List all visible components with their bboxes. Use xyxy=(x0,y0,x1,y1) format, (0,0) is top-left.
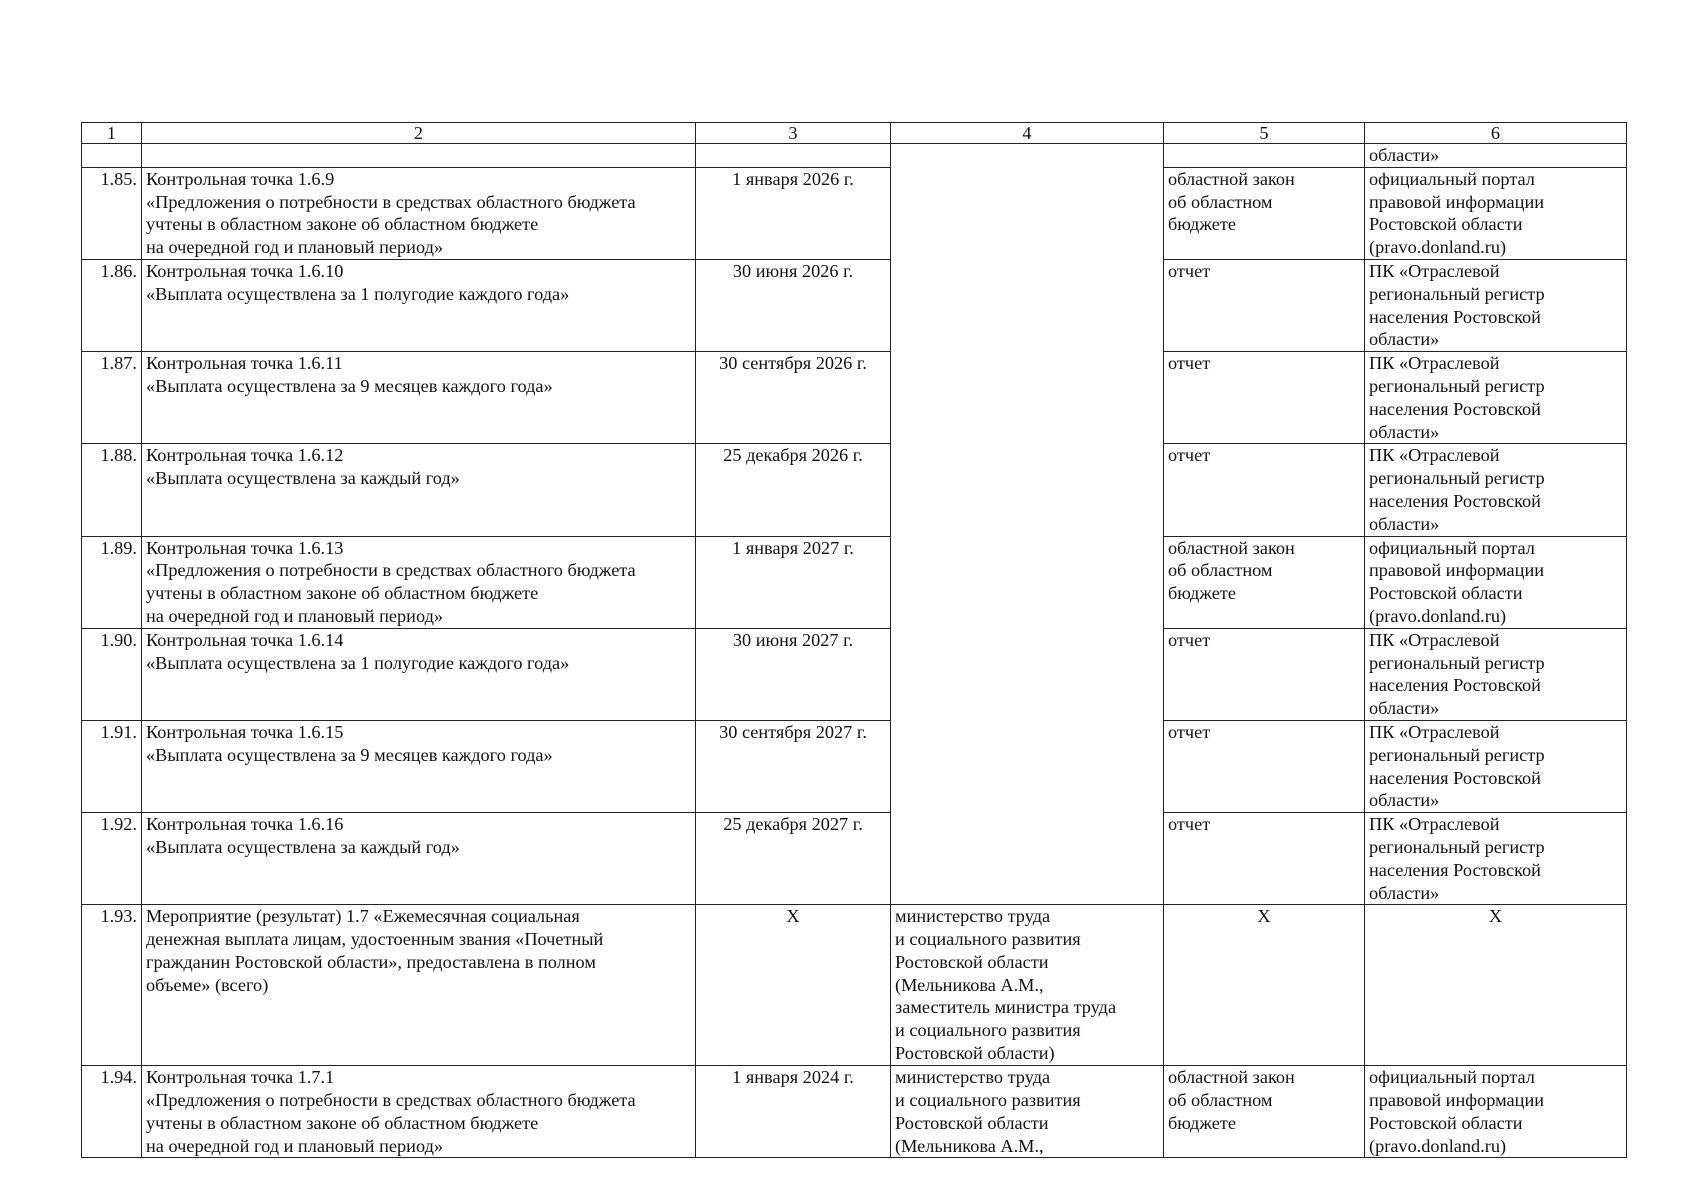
row-document xyxy=(1164,628,1365,720)
source-line: области» xyxy=(1369,882,1440,903)
source-line: населения Ростовской xyxy=(1369,490,1541,511)
source-line: населения Ростовской xyxy=(1369,306,1541,327)
row-document xyxy=(1164,167,1365,259)
source-line: правовой информации xyxy=(1369,191,1545,212)
table-row xyxy=(82,167,1627,259)
document-line: отчет xyxy=(1168,814,1211,835)
row-responsible xyxy=(891,905,1164,1066)
responsible-line: и социального развития xyxy=(895,1090,1081,1111)
document-line: Х xyxy=(1257,906,1271,927)
source-line: (pravo.donland.ru) xyxy=(1369,605,1507,626)
row-source xyxy=(1365,720,1627,812)
responsible-line: заместитель министра труда xyxy=(895,997,1117,1018)
row-description xyxy=(142,720,696,812)
header-col-4: 4 xyxy=(891,123,1164,144)
table-row xyxy=(82,259,1627,351)
description-line: Контрольная точка 1.6.10 xyxy=(146,260,344,281)
responsible-line: министерство труда xyxy=(895,1067,1051,1088)
row-number: 1.87. xyxy=(82,352,142,444)
row-source xyxy=(1365,352,1627,444)
row-source xyxy=(1365,444,1627,536)
source-line: Ростовской области xyxy=(1369,214,1523,235)
row-description xyxy=(142,813,696,905)
table-row xyxy=(82,352,1627,444)
row-source xyxy=(1365,167,1627,259)
source-line: официальный портал xyxy=(1369,537,1535,558)
source-line: области» xyxy=(1369,145,1440,165)
source-line: ПК «Отраслевой xyxy=(1369,353,1500,374)
row-source xyxy=(1365,1066,1627,1158)
header-col-5: 5 xyxy=(1164,123,1365,144)
row-number xyxy=(82,144,142,168)
row-source xyxy=(1365,536,1627,628)
description-line: «Предложения о потребности в средствах областного бюджета xyxy=(146,560,636,581)
document-line: отчет xyxy=(1168,353,1211,374)
row-date: 25 декабря 2026 г. xyxy=(696,444,891,536)
description-line: учтены в областном законе об областном бюджете xyxy=(146,214,539,235)
row-source xyxy=(1365,144,1627,168)
table-row xyxy=(82,720,1627,812)
table-row xyxy=(82,1066,1627,1158)
row-description xyxy=(142,444,696,536)
responsible-merged-cell xyxy=(891,144,1164,905)
document-line: бюджете xyxy=(1168,1112,1236,1133)
document-line: отчет xyxy=(1168,445,1211,466)
row-number: 1.92. xyxy=(82,813,142,905)
responsible-line: министерство труда xyxy=(895,906,1051,927)
responsible-line: Ростовской области) xyxy=(895,1043,1055,1064)
description-line: гражданин Ростовской области», предоставлена в полном xyxy=(146,951,596,972)
description-line: «Выплата осуществлена за каждый год» xyxy=(146,468,460,489)
table-body xyxy=(82,144,1627,1158)
row-number: 1.94. xyxy=(82,1066,142,1158)
row-date: Х xyxy=(696,905,891,1066)
row-date: 30 июня 2026 г. xyxy=(696,259,891,351)
source-line: области» xyxy=(1369,421,1440,442)
description-line: «Выплата осуществлена за каждый год» xyxy=(146,836,460,857)
source-line: Ростовской области xyxy=(1369,1112,1523,1133)
responsible-line: Ростовской области xyxy=(895,1112,1049,1133)
header-col-3: 3 xyxy=(696,123,891,144)
description-line: «Выплата осуществлена за 1 полугодие каждого года» xyxy=(146,283,570,304)
document-line: об областном xyxy=(1168,191,1273,212)
row-description xyxy=(142,628,696,720)
table-row xyxy=(82,444,1627,536)
document-line: отчет xyxy=(1168,721,1211,742)
document-line: областной закон xyxy=(1168,537,1295,558)
row-number: 1.91. xyxy=(82,720,142,812)
description-line: учтены в областном законе об областном бюджете xyxy=(146,583,539,604)
source-line: населения Ростовской xyxy=(1369,398,1541,419)
row-document xyxy=(1164,259,1365,351)
responsible-line: (Мельникова А.М., xyxy=(895,1135,1044,1156)
source-line: региональный регистр xyxy=(1369,836,1545,857)
description-line: на очередной год и плановый период» xyxy=(146,237,444,258)
row-description xyxy=(142,352,696,444)
row-document xyxy=(1164,813,1365,905)
source-line: ПК «Отраслевой xyxy=(1369,260,1500,281)
document-line: отчет xyxy=(1168,629,1211,650)
row-date: 1 января 2027 г. xyxy=(696,536,891,628)
description-line: учтены в областном законе об областном бюджете xyxy=(146,1112,539,1133)
description-line: Контрольная точка 1.6.15 xyxy=(146,721,344,742)
source-line: региональный регистр xyxy=(1369,744,1545,765)
row-source xyxy=(1365,905,1627,1066)
row-number: 1.88. xyxy=(82,444,142,536)
document-line: областной закон xyxy=(1168,1067,1295,1088)
description-line: «Выплата осуществлена за 9 месяцев каждого года» xyxy=(146,744,553,765)
description-line: Контрольная точка 1.6.14 xyxy=(146,629,344,650)
column-number-row xyxy=(82,123,1627,144)
source-line: правовой информации xyxy=(1369,560,1545,581)
row-description xyxy=(142,144,696,168)
row-number: 1.86. xyxy=(82,259,142,351)
row-description xyxy=(142,905,696,1066)
description-line: Контрольная точка 1.6.11 xyxy=(146,353,343,374)
row-number: 1.85. xyxy=(82,167,142,259)
document-line: отчет xyxy=(1168,260,1211,281)
description-line: «Предложения о потребности в средствах областного бюджета xyxy=(146,191,636,212)
row-responsible xyxy=(891,1066,1164,1158)
description-line: Контрольная точка 1.6.13 xyxy=(146,537,344,558)
row-document xyxy=(1164,536,1365,628)
source-line: населения Ростовской xyxy=(1369,859,1541,880)
row-source xyxy=(1365,813,1627,905)
source-line: официальный портал xyxy=(1369,168,1535,189)
description-line: Контрольная точка 1.6.12 xyxy=(146,445,344,466)
responsible-line: Ростовской области xyxy=(895,951,1049,972)
table-row xyxy=(82,628,1627,720)
row-document xyxy=(1164,144,1365,168)
row-document xyxy=(1164,905,1365,1066)
row-source xyxy=(1365,628,1627,720)
responsible-line: и социального развития xyxy=(895,1020,1081,1041)
row-number: 1.93. xyxy=(82,905,142,1066)
source-line: региональный регистр xyxy=(1369,375,1545,396)
table-row xyxy=(82,813,1627,905)
table-row xyxy=(82,536,1627,628)
document-line: бюджете xyxy=(1168,214,1236,235)
row-number: 1.89. xyxy=(82,536,142,628)
source-line: (pravo.donland.ru) xyxy=(1369,1135,1507,1156)
description-line: Контрольная точка 1.7.1 xyxy=(146,1067,335,1088)
description-line: объеме» (всего) xyxy=(146,974,269,995)
document-line: областной закон xyxy=(1168,168,1295,189)
source-line: области» xyxy=(1369,329,1440,350)
source-line: ПК «Отраслевой xyxy=(1369,721,1500,742)
row-document xyxy=(1164,1066,1365,1158)
description-line: Контрольная точка 1.6.16 xyxy=(146,814,344,835)
description-line: на очередной год и плановый период» xyxy=(146,1135,444,1156)
row-document xyxy=(1164,352,1365,444)
source-line: населения Ростовской xyxy=(1369,675,1541,696)
source-line: области» xyxy=(1369,513,1440,534)
row-date xyxy=(696,144,891,168)
header-col-6: 6 xyxy=(1365,123,1627,144)
description-line: «Выплата осуществлена за 9 месяцев каждого года» xyxy=(146,375,553,396)
row-number: 1.90. xyxy=(82,628,142,720)
source-line: области» xyxy=(1369,698,1440,719)
row-date: 30 сентября 2027 г. xyxy=(696,720,891,812)
row-document xyxy=(1164,720,1365,812)
row-date: 1 января 2026 г. xyxy=(696,167,891,259)
source-line: правовой информации xyxy=(1369,1090,1545,1111)
row-date: 1 января 2024 г. xyxy=(696,1066,891,1158)
description-line: денежная выплата лицам, удостоенным звания «Почетный xyxy=(146,929,604,950)
row-date: 30 июня 2027 г. xyxy=(696,628,891,720)
document-table xyxy=(81,122,1627,1158)
row-document xyxy=(1164,444,1365,536)
row-description xyxy=(142,259,696,351)
source-line: ПК «Отраслевой xyxy=(1369,629,1500,650)
source-line: Ростовской области xyxy=(1369,583,1523,604)
description-line: «Предложения о потребности в средствах областного бюджета xyxy=(146,1090,636,1111)
source-line: области» xyxy=(1369,790,1440,811)
source-line: (pravo.donland.ru) xyxy=(1369,237,1507,258)
document-line: об областном xyxy=(1168,1090,1273,1111)
continuation-row xyxy=(82,144,1627,168)
description-line: Контрольная точка 1.6.9 xyxy=(146,168,335,189)
row-description xyxy=(142,536,696,628)
header-col-2: 2 xyxy=(142,123,696,144)
source-line: региональный регистр xyxy=(1369,652,1545,673)
source-line: региональный регистр xyxy=(1369,283,1545,304)
row-description xyxy=(142,1066,696,1158)
row-source xyxy=(1365,259,1627,351)
table-row xyxy=(82,905,1627,1066)
source-line: ПК «Отраслевой xyxy=(1369,814,1500,835)
row-description xyxy=(142,167,696,259)
source-line: региональный регистр xyxy=(1369,468,1545,489)
description-line: на очередной год и плановый период» xyxy=(146,605,444,626)
document-line: бюджете xyxy=(1168,583,1236,604)
source-line: населения Ростовской xyxy=(1369,767,1541,788)
responsible-line: и социального развития xyxy=(895,929,1081,950)
document-line: об областном xyxy=(1168,560,1273,581)
description-line: Мероприятие (результат) 1.7 «Ежемесячная социальная xyxy=(146,906,580,927)
header-col-1: 1 xyxy=(82,123,142,144)
source-line: Х xyxy=(1488,906,1503,927)
source-line: ПК «Отраслевой xyxy=(1369,445,1500,466)
description-line: «Выплата осуществлена за 1 полугодие каждого года» xyxy=(146,652,570,673)
source-line: официальный портал xyxy=(1369,1067,1535,1088)
row-date: 25 декабря 2027 г. xyxy=(696,813,891,905)
row-date: 30 сентября 2026 г. xyxy=(696,352,891,444)
responsible-line: (Мельникова А.М., xyxy=(895,974,1044,995)
